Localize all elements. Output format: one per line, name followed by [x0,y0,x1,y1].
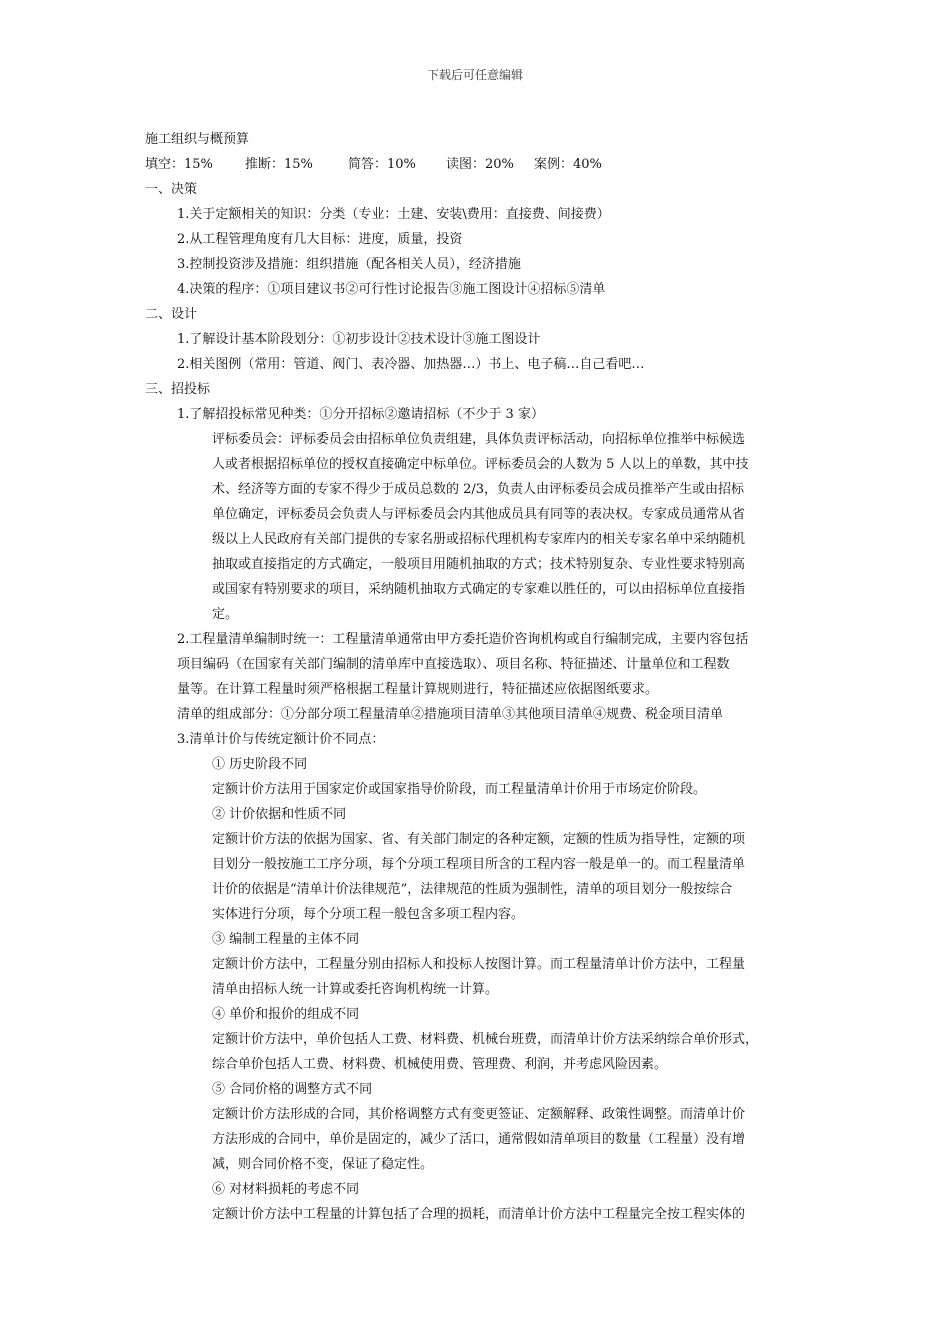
paragraph-line: 定额计价方法形成的合同，其价格调整方式有变更签证、定额解释、政策性调整。而清单计价 [212,1107,746,1122]
paragraph-line: 量等。在计算工程量时须严格根据工程量计算规则进行，特征描述应依据图纸要求。 [177,682,659,697]
score-distribution [145,152,825,177]
list-item: 3.控制投资涉及措施：组织措施（配各相关人员），经济措施 [177,257,521,272]
list-item: 4.决策的程序：①项目建议书②可行性讨论报告③施工图设计④招标⑤清单 [177,282,606,297]
paragraph-line: 定额计价方法中，工程量分别由招标人和投标人按图计算。而工程量清单计价方法中，工程量 [212,957,746,972]
paragraph-line: 减，则合同价格不变，保证了稳定性。 [212,1157,434,1172]
paragraph-line: 定额计价方法用于国家定价或国家指导价阶段，而工程量清单计价用于市场定价阶段。 [212,782,707,797]
paragraph-line: 计价的依据是“清单计价法律规范”，法律规范的性质为强制性，清单的项目划分一般按综合 [212,882,733,897]
paragraph-line: 或国家有特别要求的项目，采纳随机抽取方式确定的专家难以胜任的，可以由招标单位直接指 [212,582,746,597]
paragraph-line: 人或者根据招标单位的授权直接确定中标单位。评标委员会的人数为 5 人以上的单数，其中技 [212,457,749,472]
score-item: 读图：20% [446,157,514,172]
paragraph-evaluation-committee [145,427,825,627]
score-item: 案例：40% [534,157,602,172]
paragraph-line: 2.工程量清单编制时统一：工程量清单通常由甲方委托造价咨询机构或自行编制完成，主要内容包括 [177,632,749,647]
difference-title: ② 计价依据和性质不同 [212,807,347,822]
list-item: 2.相关图例（常用：管道、阀门、表冷器、加热器…）书上、电子稿…自己看吧… [177,357,645,372]
section-heading: 三、招投标 [145,382,211,397]
paragraph-line: 定额计价方法中工程量的计算包括了合理的损耗，而清单计价方法中工程量完全按工程实体的 [212,1207,746,1222]
difference-title: ④ 单价和报价的组成不同 [212,1007,360,1022]
differences-list [145,752,825,1227]
list-item: 1.了解设计基本阶段划分：①初步设计②技术设计③施工图设计 [177,332,541,347]
score-item: 简答：10% [348,157,416,172]
section-heading: 一、决策 [145,182,198,197]
paragraph-line: 定额计价方法的依据为国家、省、有关部门制定的各种定额，定额的性质为指导性，定额的项 [212,832,746,847]
document-body [145,127,825,1227]
score-item: 填空：15% [145,157,213,172]
paragraph-line: 评标委员会：评标委员会由招标单位负责组建，具体负责评标活动，向招标单位推举中标候选 [212,432,746,447]
difference-title: ① 历史阶段不同 [212,757,308,772]
page-header: 下载后可任意编辑 [426,68,523,82]
list-item: 1.了解招投标常见种类：①分开招标②邀请招标（不少于 3 家） [177,407,544,422]
paragraph-line: 目划分一般按施工工序分项，每个分项工程项目所含的工程内容一般是单一的。而工程量清单 [212,857,746,872]
paragraph-line: 术、经济等方面的专家不得少于成员总数的 2/3，负责人由评标委员会成员推举产生或由招标 [212,482,745,497]
paragraph-line: 综合单价包括人工费、材料费、机械使用费、管理费、利润，并考虑风险因素。 [212,1057,668,1072]
paragraph-line: 定。 [212,607,239,622]
paragraph-line: 项目编码（在国家有关部门编制的清单库中直接选取）、项目名称、特征描述、计量单位和工程数 [177,657,730,672]
paragraph-line: 级以上人民政府有关部门提供的专家名册或招标代理机构专家库内的相关专家名单中采纳随机 [212,532,746,547]
list-item: 清单的组成部分：①分部分项工程量清单②措施项目清单③其他项目清单④规费、税金项目清单 [177,707,724,722]
list-item: 3.清单计价与传统定额计价不同点： [177,732,385,747]
list-item: 2.从工程管理角度有几大目标：进度，质量，投资 [177,232,463,247]
document-title: 施工组织与概预算 [145,132,250,147]
paragraph-line: 抽取或直接指定的方式确定，一般项目用随机抽取的方式；技术特别复杂、专业性要求特别高 [212,557,746,572]
difference-title: ⑤ 合同价格的调整方式不同 [212,1082,373,1097]
difference-title: ③ 编制工程量的主体不同 [212,932,360,947]
paragraph-line: 实体进行分项，每个分项工程一般包含多项工程内容。 [212,907,525,922]
paragraph-line: 定额计价方法中，单价包括人工费、材料费、机械台班费，而清单计价方法采纳综合单价形式， [212,1032,759,1047]
section-heading: 二、设计 [145,307,198,322]
paragraph-bill-of-quantities [145,627,825,702]
paragraph-line: 方法形成的合同中，单价是固定的，减少了活口，通常假如清单项目的数量（工程量）没有增 [212,1132,746,1147]
list-item: 1.关于定额相关的知识：分类（专业：土建、安装\费用：直接费、间接费） [177,207,610,222]
difference-title: ⑥ 对材料损耗的考虑不同 [212,1182,360,1197]
score-item: 推断：15% [245,157,313,172]
paragraph-line: 单位确定，评标委员会负责人与评标委员会内其他成员具有同等的表决权。专家成员通常从省 [212,507,746,522]
paragraph-line: 清单由招标人统一计算或委托咨询机构统一计算。 [212,982,499,997]
